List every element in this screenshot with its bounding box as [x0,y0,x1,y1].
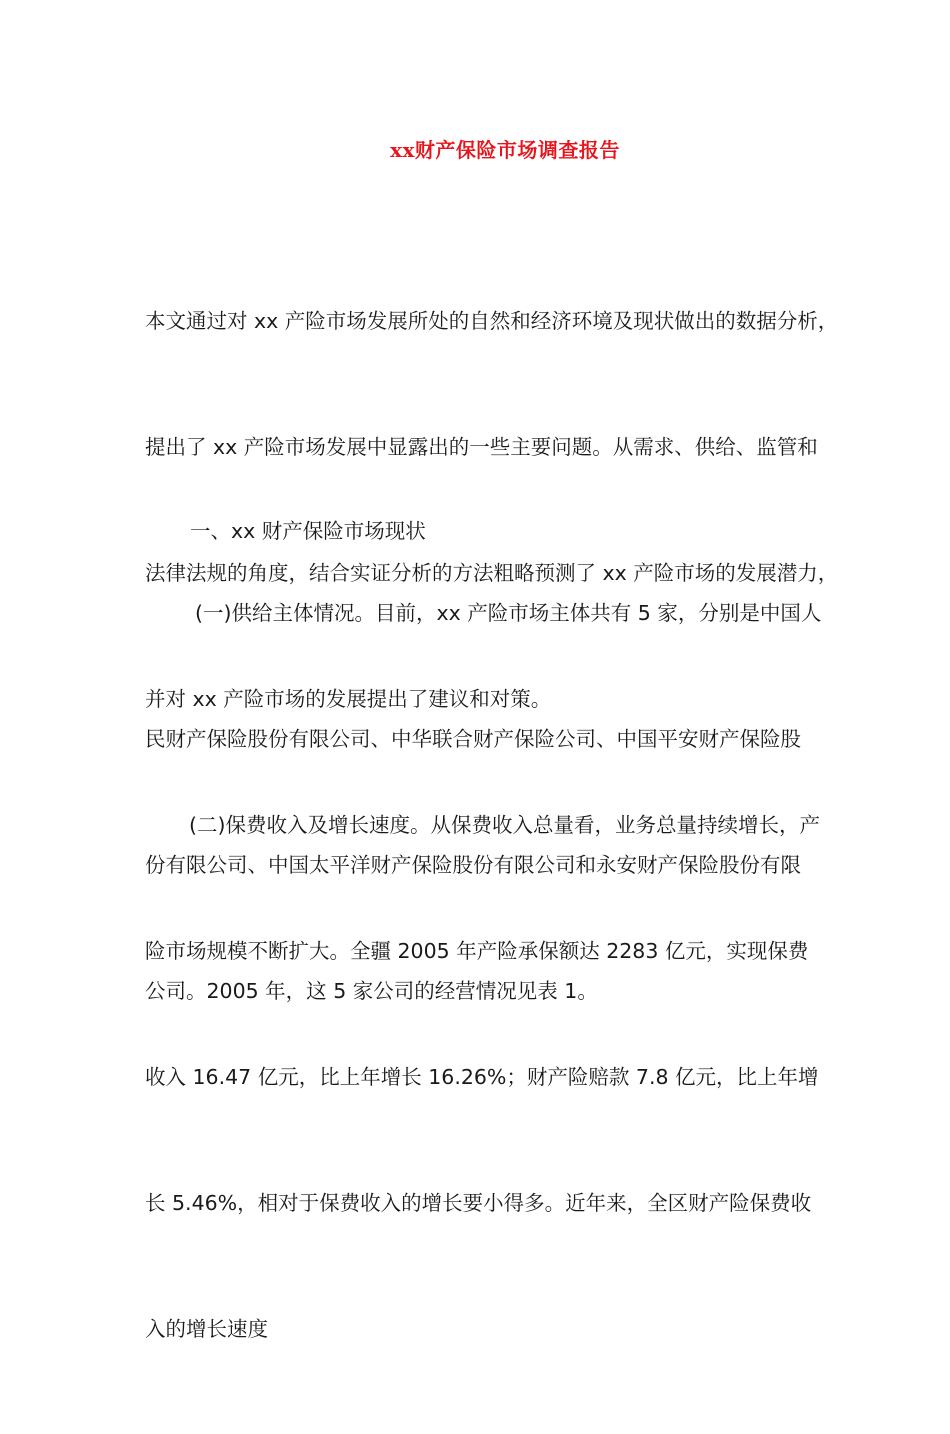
supply-line: 公司。2005 年，这 5 家公司的经营情况见表 1。 [145,979,598,1003]
premium-line: 收入 16.47 亿元，比上年增长 16.26%；财产险赔款 7.8 亿元，比上年增 [145,1065,819,1089]
document-title: xx财产保险市场调查报告 [390,138,620,162]
supply-line: (一)供给主体情况。目前，xx 产险市场主体共有 5 家，分别是中国人 [195,601,822,625]
supply-line: 份有限公司、中国太平洋财产保险股份有限公司和永安财产保险股份有限 [145,853,801,877]
abstract-line: 提出了 xx 产险市场发展中显露出的一些主要问题。从需求、供给、监管和 [145,435,818,459]
abstract-line: 并对 xx 产险市场的发展提出了建议和对策。 [145,687,552,711]
premium-line: 长 5.46%，相对于保费收入的增长要小得多。近年来，全区财产险保费收 [145,1191,812,1215]
premium-line: 险市场规模不断扩大。全疆 2005 年产险承保额达 2283 亿元，实现保费 [145,939,809,963]
abstract-line: 法律法规的角度，结合实证分析的方法粗略预测了 xx 产险市场的发展潜力， [145,561,839,585]
premium-line: (二)保费收入及增长速度。从保费收入总量看，业务总量持续增长，产 [189,813,820,837]
section-heading-text: 一、xx 财产保险市场现状 [190,519,426,543]
abstract-line: 本文通过对 xx 产险市场发展所处的自然和经济环境及现状做出的数据分析， [145,309,839,333]
supply-line: 民财产保险股份有限公司、中华联合财产保险公司、中国平安财产保险股 [145,727,801,751]
premium-line: 入的增长速度 [145,1317,268,1341]
premium-paragraph [145,720,895,1434]
